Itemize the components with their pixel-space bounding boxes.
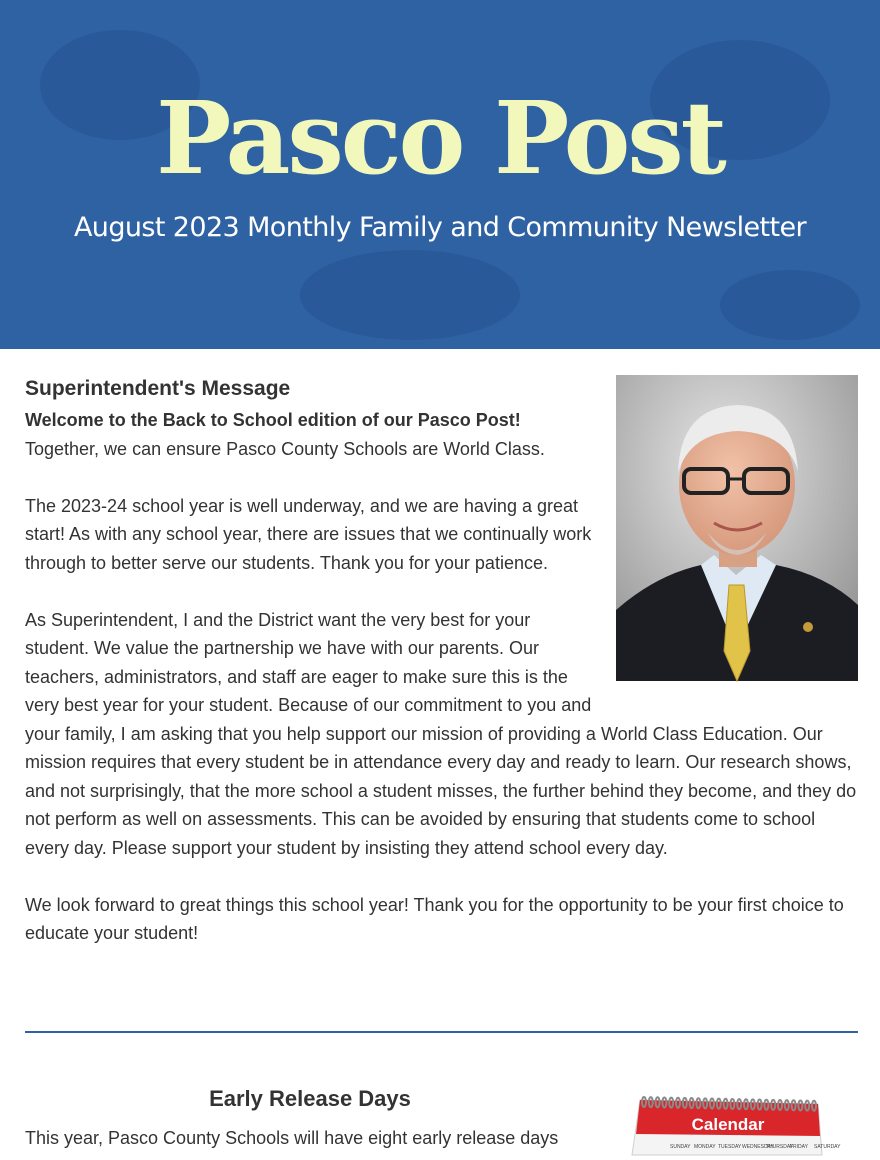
early-release-intro: This year, Pasco County Schools will have eight early release days bbox=[25, 1128, 559, 1148]
calendar-day-label: SATURDAY bbox=[814, 1144, 841, 1150]
calendar-label: Calendar bbox=[691, 1115, 765, 1134]
calendar-day-label: TUESDAY bbox=[718, 1144, 742, 1150]
early-release-heading: Early Release Days bbox=[209, 1086, 411, 1111]
superintendent-message bbox=[25, 372, 858, 976]
message-paragraph: The 2023-24 school year is well underway, and we are having a great start! As with any school year, there are issues that we continually work through to better serve our students. Thank you for your patience. bbox=[25, 495, 592, 573]
section-divider bbox=[25, 1031, 858, 1033]
calendar-day-label: FRIDAY bbox=[790, 1144, 808, 1150]
calendar-graphic bbox=[632, 1090, 841, 1155]
superintendent-photo bbox=[616, 375, 858, 681]
calendar-day-label: MONDAY bbox=[694, 1144, 716, 1150]
message-paragraph: As Superintendent, I and the District want the very best for your student. We value the partnership we have with our parents. Our teachers, administrators, and staff are eager to make sure this is the very best year for your student. Because of our commitment to you and your family, I am asking that you help support our mission of providing a World Class Education. Our mission requires that every student be in attendance every day and ready to learn. Our research shows, and not surprisingly, that the more school a student misses, the further behind they become, and they do not perform as well on assessments. This can be avoided by ensuring that students come to school every day. Please support your student by insisting they attend school every day. bbox=[25, 609, 857, 858]
calendar-day-label: WEDNESDAY bbox=[742, 1144, 774, 1150]
calendar-day-label: SUNDAY bbox=[670, 1144, 691, 1150]
superintendent-heading: Superintendent's Message bbox=[25, 377, 291, 400]
welcome-lead: Welcome to the Back to School edition of our Pasco Post! bbox=[25, 410, 521, 430]
newsletter-subtitle: August 2023 Monthly Family and Community Newsletter bbox=[73, 212, 807, 243]
banner-texture bbox=[300, 250, 520, 340]
calendar-day-label: THURSDAY bbox=[766, 1144, 794, 1150]
message-paragraph: We look forward to great things this school year! Thank you for the opportunity to be your first choice to educate your student! bbox=[25, 894, 844, 943]
banner-texture bbox=[720, 270, 860, 340]
welcome-follow: Together, we can ensure Pasco County Schools are World Class. bbox=[25, 438, 545, 459]
newsletter-banner bbox=[0, 0, 880, 349]
newsletter-title: Pasco Post bbox=[156, 79, 724, 197]
